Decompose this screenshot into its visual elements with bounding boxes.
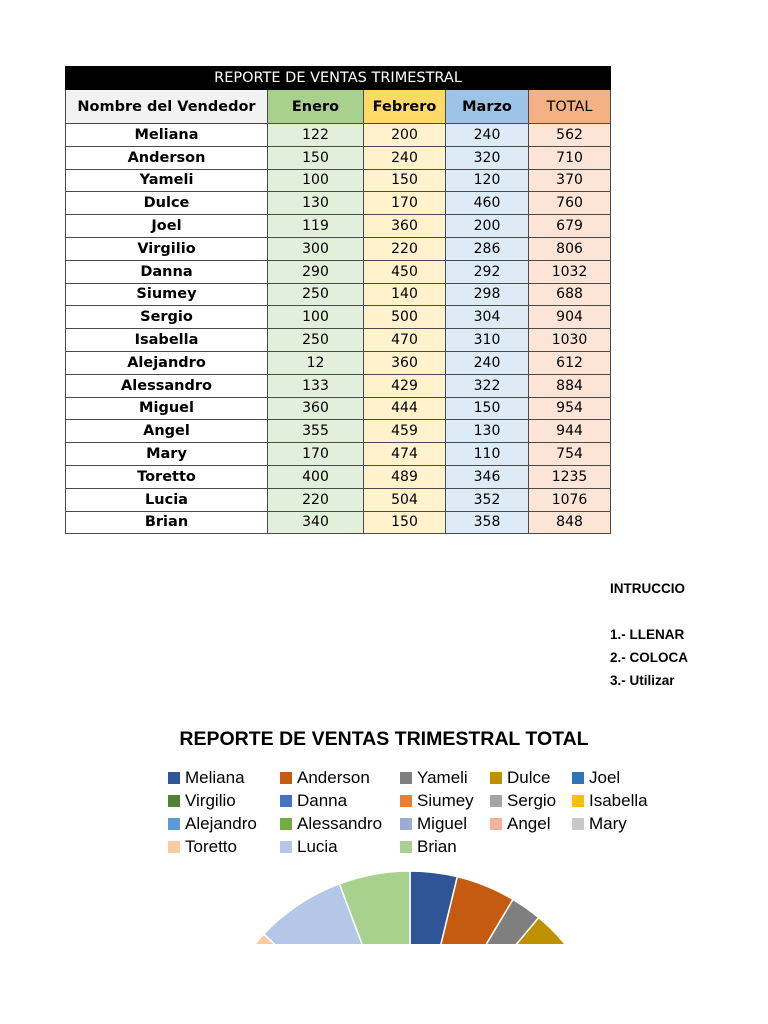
value-cell: 504 xyxy=(364,488,446,511)
legend-swatch xyxy=(168,772,180,784)
value-cell: 170 xyxy=(364,192,446,215)
legend-label: Alessandro xyxy=(297,814,383,833)
value-cell: 806 xyxy=(529,237,611,260)
legend-label: Lucia xyxy=(297,837,338,856)
legend-swatch xyxy=(400,795,412,807)
table-row xyxy=(66,237,611,260)
value-cell: 320 xyxy=(446,146,529,169)
value-cell: 220 xyxy=(268,488,364,511)
column-header-febrero: Febrero xyxy=(364,90,446,124)
value-cell: 460 xyxy=(446,192,529,215)
legend-label: Yameli xyxy=(417,768,468,787)
value-cell: 298 xyxy=(446,283,529,306)
column-header-enero: Enero xyxy=(268,90,364,124)
legend-swatch xyxy=(280,795,292,807)
value-cell: 400 xyxy=(268,465,364,488)
table-row xyxy=(66,306,611,329)
value-cell: 150 xyxy=(446,397,529,420)
value-cell: 370 xyxy=(529,169,611,192)
legend-swatch xyxy=(280,772,292,784)
legend-swatch xyxy=(280,818,292,830)
table-row xyxy=(66,351,611,374)
table-row xyxy=(66,260,611,283)
value-cell: 250 xyxy=(268,329,364,352)
value-cell: 500 xyxy=(364,306,446,329)
seller-name-cell: Mary xyxy=(66,443,268,466)
value-cell: 240 xyxy=(446,351,529,374)
value-cell: 240 xyxy=(446,124,529,147)
legend-swatch xyxy=(400,841,412,853)
legend-swatch xyxy=(572,772,584,784)
legend-item xyxy=(572,791,648,811)
table-row xyxy=(66,329,611,352)
legend-label: Sergio xyxy=(507,791,557,810)
legend-swatch xyxy=(400,818,412,830)
value-cell: 679 xyxy=(529,215,611,238)
value-cell: 360 xyxy=(268,397,364,420)
value-cell: 944 xyxy=(529,420,611,443)
value-cell: 120 xyxy=(446,169,529,192)
legend-label: Toretto xyxy=(185,837,237,856)
legend-swatch xyxy=(168,795,180,807)
value-cell: 470 xyxy=(364,329,446,352)
legend-label: Dulce xyxy=(507,768,551,787)
seller-name-cell: Virgilio xyxy=(66,237,268,260)
legend-label: Brian xyxy=(417,837,457,856)
legend-label: Angel xyxy=(507,814,551,833)
pie-chart xyxy=(0,860,768,944)
value-cell: 133 xyxy=(268,374,364,397)
value-cell: 904 xyxy=(529,306,611,329)
value-cell: 310 xyxy=(446,329,529,352)
value-cell: 688 xyxy=(529,283,611,306)
legend-label: Virgilio xyxy=(185,791,236,810)
legend-item xyxy=(490,791,556,811)
sales-report-table xyxy=(65,66,611,534)
table-row xyxy=(66,420,611,443)
legend-item xyxy=(572,814,627,834)
value-cell: 340 xyxy=(268,511,364,534)
legend-label: Miguel xyxy=(417,814,468,833)
value-cell: 848 xyxy=(529,511,611,534)
table-row xyxy=(66,169,611,192)
seller-name-cell: Alejandro xyxy=(66,351,268,374)
value-cell: 286 xyxy=(446,237,529,260)
legend-item xyxy=(168,768,245,788)
value-cell: 1032 xyxy=(529,260,611,283)
legend-label: Siumey xyxy=(417,791,474,810)
legend-item xyxy=(400,814,467,834)
value-cell: 355 xyxy=(268,420,364,443)
legend-swatch xyxy=(168,841,180,853)
value-cell: 474 xyxy=(364,443,446,466)
legend-item xyxy=(400,837,457,857)
value-cell: 754 xyxy=(529,443,611,466)
value-cell: 322 xyxy=(446,374,529,397)
table-row xyxy=(66,283,611,306)
instructions-heading: INTRUCCIO xyxy=(610,581,685,596)
table-row xyxy=(66,397,611,420)
legend-swatch xyxy=(280,841,292,853)
legend-label: Meliana xyxy=(185,768,245,787)
value-cell: 12 xyxy=(268,351,364,374)
legend-item xyxy=(280,791,347,811)
value-cell: 122 xyxy=(268,124,364,147)
seller-name-cell: Siumey xyxy=(66,283,268,306)
value-cell: 250 xyxy=(268,283,364,306)
table-title: REPORTE DE VENTAS TRIMESTRAL xyxy=(66,67,611,90)
value-cell: 710 xyxy=(529,146,611,169)
legend-swatch xyxy=(490,818,502,830)
seller-name-cell: Alessandro xyxy=(66,374,268,397)
value-cell: 130 xyxy=(268,192,364,215)
column-header-total: TOTAL xyxy=(529,90,611,124)
value-cell: 444 xyxy=(364,397,446,420)
legend-item xyxy=(168,814,257,834)
table-row xyxy=(66,488,611,511)
legend-item xyxy=(280,837,338,857)
legend-swatch xyxy=(168,818,180,830)
value-cell: 220 xyxy=(364,237,446,260)
value-cell: 100 xyxy=(268,169,364,192)
instruction-item-1: 1.- LLENAR xyxy=(610,627,685,642)
value-cell: 304 xyxy=(446,306,529,329)
value-cell: 300 xyxy=(268,237,364,260)
legend-label: Anderson xyxy=(297,768,370,787)
seller-name-cell: Yameli xyxy=(66,169,268,192)
column-header-marzo: Marzo xyxy=(446,90,529,124)
value-cell: 200 xyxy=(364,124,446,147)
table-row xyxy=(66,374,611,397)
seller-name-cell: Toretto xyxy=(66,465,268,488)
instruction-item-3: 3.- Utilizar xyxy=(610,673,675,688)
legend-item xyxy=(280,814,382,834)
instruction-item-2: 2.- COLOCA xyxy=(610,650,689,665)
value-cell: 292 xyxy=(446,260,529,283)
value-cell: 429 xyxy=(364,374,446,397)
value-cell: 360 xyxy=(364,351,446,374)
table-header-row xyxy=(66,90,611,124)
value-cell: 170 xyxy=(268,443,364,466)
legend-swatch xyxy=(490,772,502,784)
value-cell: 459 xyxy=(364,420,446,443)
value-cell: 1235 xyxy=(529,465,611,488)
value-cell: 110 xyxy=(446,443,529,466)
chart-title: REPORTE DE VENTAS TRIMESTRAL TOTAL xyxy=(179,728,589,750)
legend-label: Mary xyxy=(589,814,627,833)
seller-name-cell: Joel xyxy=(66,215,268,238)
legend-label: Joel xyxy=(589,768,621,787)
value-cell: 612 xyxy=(529,351,611,374)
seller-name-cell: Angel xyxy=(66,420,268,443)
legend-label: Alejandro xyxy=(185,814,257,833)
value-cell: 150 xyxy=(364,511,446,534)
legend-item xyxy=(490,814,550,834)
value-cell: 450 xyxy=(364,260,446,283)
value-cell: 100 xyxy=(268,306,364,329)
value-cell: 360 xyxy=(364,215,446,238)
value-cell: 200 xyxy=(446,215,529,238)
instructions-panel xyxy=(610,578,690,698)
value-cell: 240 xyxy=(364,146,446,169)
table-row xyxy=(66,465,611,488)
legend-item xyxy=(490,768,550,788)
value-cell: 150 xyxy=(268,146,364,169)
legend-label: Danna xyxy=(297,791,348,810)
legend-swatch xyxy=(400,772,412,784)
table-row xyxy=(66,215,611,238)
table-body xyxy=(66,124,611,534)
legend-item xyxy=(400,768,468,788)
value-cell: 489 xyxy=(364,465,446,488)
value-cell: 1076 xyxy=(529,488,611,511)
value-cell: 290 xyxy=(268,260,364,283)
table-row xyxy=(66,511,611,534)
legend-swatch xyxy=(490,795,502,807)
seller-name-cell: Miguel xyxy=(66,397,268,420)
seller-name-cell: Meliana xyxy=(66,124,268,147)
value-cell: 346 xyxy=(446,465,529,488)
value-cell: 760 xyxy=(529,192,611,215)
table-row xyxy=(66,192,611,215)
value-cell: 884 xyxy=(529,374,611,397)
table-row xyxy=(66,443,611,466)
value-cell: 140 xyxy=(364,283,446,306)
seller-name-cell: Brian xyxy=(66,511,268,534)
value-cell: 358 xyxy=(446,511,529,534)
legend-item xyxy=(280,768,370,788)
seller-name-cell: Anderson xyxy=(66,146,268,169)
seller-name-cell: Sergio xyxy=(66,306,268,329)
seller-name-cell: Isabella xyxy=(66,329,268,352)
legend-item xyxy=(572,768,620,788)
legend-swatch xyxy=(572,795,584,807)
value-cell: 352 xyxy=(446,488,529,511)
value-cell: 130 xyxy=(446,420,529,443)
value-cell: 1030 xyxy=(529,329,611,352)
value-cell: 954 xyxy=(529,397,611,420)
table-row xyxy=(66,124,611,147)
legend-item xyxy=(168,791,236,811)
value-cell: 119 xyxy=(268,215,364,238)
value-cell: 150 xyxy=(364,169,446,192)
legend-label: Isabella xyxy=(589,791,648,810)
table-row xyxy=(66,146,611,169)
value-cell: 562 xyxy=(529,124,611,147)
column-header-nombre-del-vendedor: Nombre del Vendedor xyxy=(66,90,268,124)
legend-item xyxy=(400,791,474,811)
legend-item xyxy=(168,837,237,857)
seller-name-cell: Lucia xyxy=(66,488,268,511)
legend-swatch xyxy=(572,818,584,830)
seller-name-cell: Dulce xyxy=(66,192,268,215)
seller-name-cell: Danna xyxy=(66,260,268,283)
